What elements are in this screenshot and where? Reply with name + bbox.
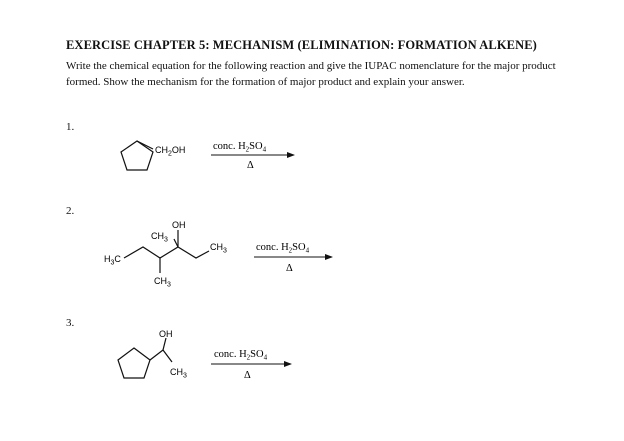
group-oh-2: OH <box>172 220 186 230</box>
group-oh-3: OH <box>159 329 173 339</box>
carbon-chain-3 <box>150 350 172 362</box>
cyclopentane-ring-3 <box>118 348 150 378</box>
group-ch3-top: $CH_3$ <box>151 231 168 244</box>
page-title: EXERCISE CHAPTER 5: MECHANISM (ELIMINATION: FORMATION ALKENE) <box>66 38 537 52</box>
problem-number-2: 2. <box>66 205 75 217</box>
instructions-text: Write the chemical equation for the following reaction and give the IUPAC nomenclature for the major product formed. Show the mechanism for the formation of major product and explain your answer. <box>66 60 556 88</box>
problem-number-3: 3. <box>66 317 75 329</box>
carbon-chain-2 <box>124 247 209 258</box>
reagent-1: conc. $H_2SO_4$ <box>213 141 267 154</box>
group-ch3-bottom: $CH_3$ <box>154 276 171 289</box>
reagent-2: conc. $H_2SO_4$ <box>256 242 310 255</box>
group-ch3-right: $CH_3$ <box>210 242 227 255</box>
structure-3 <box>118 338 172 378</box>
cyclopentane-ring-1 <box>121 141 153 170</box>
heat-symbol-3: Δ <box>244 370 251 381</box>
bond <box>163 338 166 350</box>
problem-number-1: 1. <box>66 121 75 133</box>
group-h3c-left: $H_3C$ <box>104 254 121 267</box>
group-ch3-3: $CH_3$ <box>170 367 187 380</box>
heat-symbol-2: Δ <box>286 263 293 274</box>
reagent-3: conc. $H_2SO_4$ <box>214 349 268 362</box>
heat-symbol-1: Δ <box>247 160 254 171</box>
group-ch2oh: $CH_2OH$ <box>155 145 186 158</box>
structure-1 <box>121 141 153 170</box>
bond <box>137 141 153 149</box>
